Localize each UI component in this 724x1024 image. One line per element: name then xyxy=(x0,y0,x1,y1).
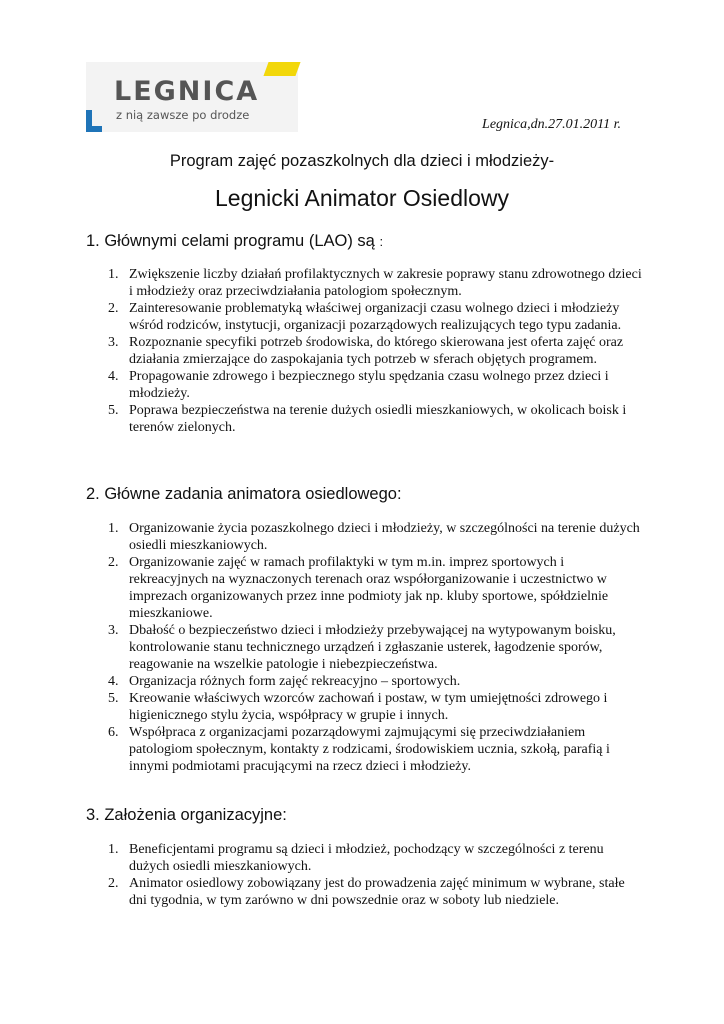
list-item-number: 1. xyxy=(108,267,119,282)
list-item-number: 1. xyxy=(108,521,119,536)
list-item-text: Organizacja różnych form zajęć rekreacyjno – sportowych. xyxy=(129,674,461,689)
list-item-text: Poprawa bezpieczeństwa na terenie dużych osiedli mieszkaniowych, w okolicach boisk i terenów zielonych. xyxy=(129,403,627,435)
list-item-text: Rozpoznanie specyfiki potrzeb środowiska, do którego skierowana jest oferta zajęć oraz działania zmierzające do zaspokajania tych potrzeb w sferach objętych programem. xyxy=(129,335,624,367)
list-item-number: 4. xyxy=(108,674,119,689)
list-item xyxy=(0,300,724,334)
section-1-heading-text: 1. Głównymi celami programu (LAO) są xyxy=(86,232,375,250)
list-item xyxy=(0,690,724,724)
list-item-number: 3. xyxy=(108,623,119,638)
list-item-text: Organizowanie zajęć w ramach profilaktyki w tym m.in. imprez sportowych i rekreacyjnych na wyznaczonych terenach oraz współorganizowanie i uczestnictwo w imprezach organizowanych przez inne podmioty jak np. kluby sportowe, spółdzielnie mieszkaniowe. xyxy=(129,555,609,621)
list-item xyxy=(0,368,724,402)
section-3-heading xyxy=(86,806,287,825)
list-item-number: 5. xyxy=(108,403,119,418)
section-2-heading-text: 2. Główne zadania animatora osiedlowego: xyxy=(86,485,402,503)
section-1-list xyxy=(0,266,724,436)
list-item xyxy=(0,622,724,673)
list-item xyxy=(0,875,724,909)
list-item-number: 2. xyxy=(108,876,119,891)
list-item xyxy=(0,402,724,436)
list-item-text: Dbałość o bezpieczeństwo dzieci i młodzieży przebywającej na wytypowanym boisku, kontrolowanie stanu technicznego urządzeń i zgłaszanie usterek, łagodzenie sporów, reagowanie na wszelkie patologie i niebezpieczeństwa. xyxy=(129,623,616,672)
section-3-list xyxy=(0,841,724,909)
list-item-number: 3. xyxy=(108,335,119,350)
list-item-text: Animator osiedlowy zobowiązany jest do prowadzenia zajęć minimum w wybrane, stałe dni tygodnia, w tym zarówno w dni powszednie oraz w soboty lub niedziele. xyxy=(129,876,625,908)
section-3-heading-text: 3. Założenia organizacyjne: xyxy=(86,806,287,824)
list-item xyxy=(0,334,724,368)
list-item xyxy=(0,673,724,690)
list-item-text: Beneficjentami programu są dzieci i młodzież, pochodzący w szczególności z terenu dużych osiedli mieszkaniowych. xyxy=(129,842,604,874)
document-subtitle: Program zajęć pozaszkolnych dla dzieci i młodzieży- xyxy=(169,152,555,170)
list-item-text: Zwiększenie liczby działań profilaktycznych w zakresie poprawy stanu zdrowotnego dzieci i młodzieży oraz przeciwdziałania patologiom społecznym. xyxy=(129,267,642,299)
list-item xyxy=(0,554,724,622)
list-item-text: Propagowanie zdrowego i bezpiecznego stylu spędzania czasu wolnego przez dzieci i młodzieży. xyxy=(129,369,609,401)
section-2-heading xyxy=(86,485,402,504)
section-1-heading xyxy=(86,232,383,251)
list-item-text: Kreowanie właściwych wzorców zachowań i postaw, w tym umiejętności zdrowego i higienicznego stylu życia, współpracy w grupie i innych. xyxy=(129,691,608,723)
section-2-list xyxy=(0,520,724,775)
list-item-number: 1. xyxy=(108,842,119,857)
logo-word: LEGNICA xyxy=(114,76,260,107)
document-title: Legnicki Animator Osiedlowy xyxy=(214,185,510,211)
list-item-number: 5. xyxy=(108,691,119,706)
list-item-text: Organizowanie życia pozaszkolnego dzieci i młodzieży, w szczególności na terenie dużych osiedli mieszkaniowych. xyxy=(129,521,640,553)
legnica-logo xyxy=(86,62,298,134)
list-item-text: Współpraca z organizacjami pozarządowymi zajmującymi się przeciwdziałaniem patologiom społecznym, kontakty z rodzicami, środowiskiem ucznia, szkołą, parafią i innymi podmiotami pracującymi na rzecz dzieci i młodzieży. xyxy=(129,725,610,774)
list-item xyxy=(0,724,724,775)
list-item xyxy=(0,266,724,300)
logo-yellow-mark xyxy=(263,62,300,76)
list-item xyxy=(0,841,724,875)
document-date: Legnica,dn.27.01.2011 r. xyxy=(482,117,621,132)
logo-tagline: z nią zawsze po drodze xyxy=(116,108,250,122)
list-item-number: 4. xyxy=(108,369,119,384)
list-item-text: Zainteresowanie problematyką właściwej organizacji czasu wolnego dzieci i młodzieży wśród rodziców, instytucji, organizacji pozarządowych realizujących tego typu zadania. xyxy=(129,301,622,333)
list-item xyxy=(0,520,724,554)
section-1-heading-suffix: : xyxy=(379,234,384,249)
list-item-number: 2. xyxy=(108,301,119,316)
logo-blue-mark-foot xyxy=(86,126,102,132)
list-item-number: 2. xyxy=(108,555,119,570)
list-item-number: 6. xyxy=(108,725,119,740)
